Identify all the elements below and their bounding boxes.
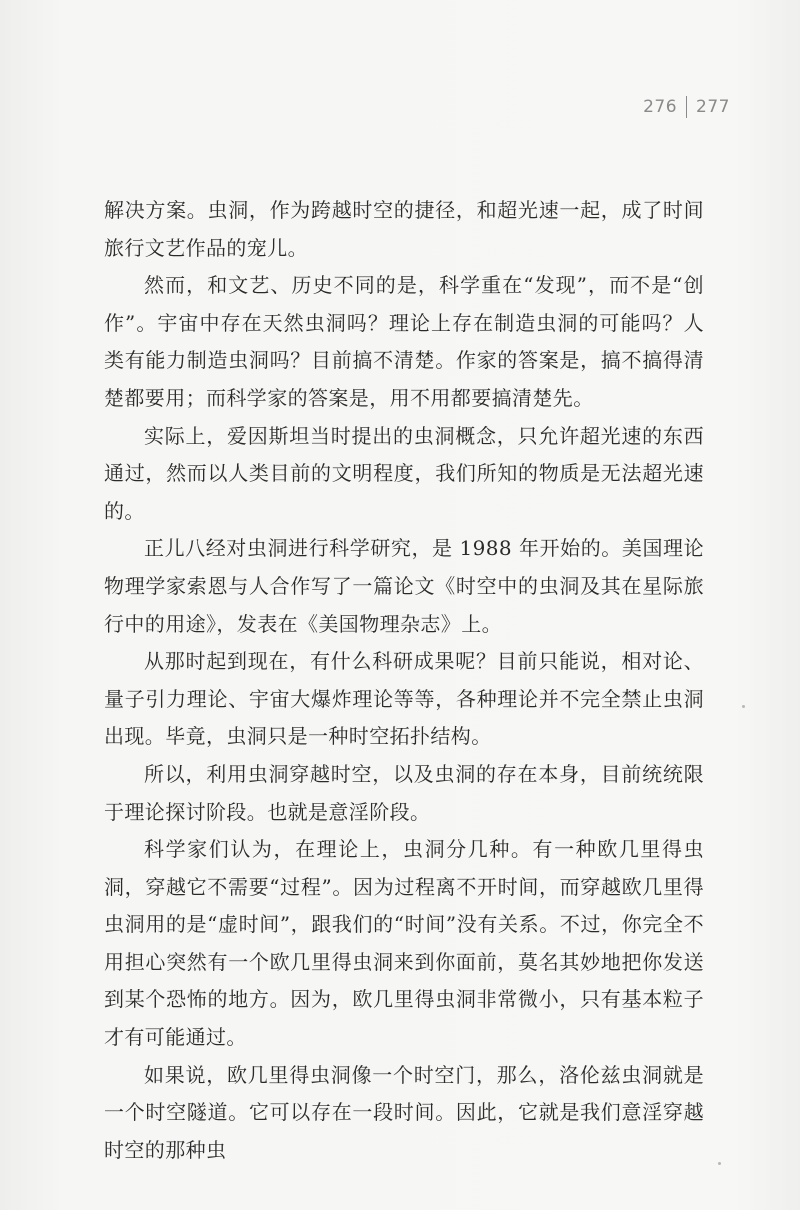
page-number-divider — [686, 96, 687, 118]
page-numbers — [643, 96, 730, 118]
paragraph-8: 如果说，欧几里得虫洞像一个时空门，那么，洛伦兹虫洞就是一个时空隧道。它可以存在一段时间。因此，它就是我们意淫穿越时空的那种虫 — [104, 1062, 704, 1162]
scan-speck — [718, 1162, 721, 1165]
paragraph-6: 所以，利用虫洞穿越时空，以及虫洞的存在本身，目前统统限于理论探讨阶段。也就是意淫阶段。 — [104, 761, 704, 824]
body-text — [104, 192, 704, 1169]
paragraph-4: 正儿八经对虫洞进行科学研究，是 1988 年开始的。美国理论物理学家索恩与人合作写了一篇论文《时空中的虫洞及其在星际旅行中的用途》，发表在《美国物理杂志》上。 — [104, 536, 704, 636]
paragraph-3: 实际上，爱因斯坦当时提出的虫洞概念，只允许超光速的东西通过，然而以人类目前的文明程度，我们所知的物质是无法超光速的。 — [104, 423, 704, 523]
paragraph-7: 科学家们认为，在理论上，虫洞分几种。有一种欧几里得虫洞，穿越它不需要“过程”。因为过程离不开时间，而穿越欧几里得虫洞用的是“虚时间”，跟我们的“时间”没有关系。不过，你完全不用担心突然有一个欧几里得虫洞来到你面前，莫名其妙地把你发送到某个恐怖的地方。因为，欧几里得虫洞非常微小，只有基本粒子才有可能通过。 — [104, 837, 704, 1050]
scan-speck — [742, 705, 745, 708]
paragraph-2: 然而，和文艺、历史不同的是，科学重在“发现”，而不是“创作”。宇宙中存在天然虫洞吗？理论上存在制造虫洞的可能吗？人类有能力制造虫洞吗？目前搞不清楚。作家的答案是，搞不搞得清楚都要用；而科学家的答案是，用不用都要搞清楚先。 — [104, 273, 704, 410]
page-number-left: 276 — [643, 97, 678, 117]
page-number-right: 277 — [696, 97, 730, 117]
paragraph-1: 解决方案。虫洞，作为跨越时空的捷径，和超光速一起，成了时间旅行文艺作品的宠儿。 — [104, 198, 704, 260]
paragraph-5: 从那时起到现在，有什么科研成果呢？目前只能说，相对论、量子引力理论、宇宙大爆炸理论等等，各种理论并不完全禁止虫洞出现。毕竟，虫洞只是一种时空拓扑结构。 — [104, 649, 704, 749]
